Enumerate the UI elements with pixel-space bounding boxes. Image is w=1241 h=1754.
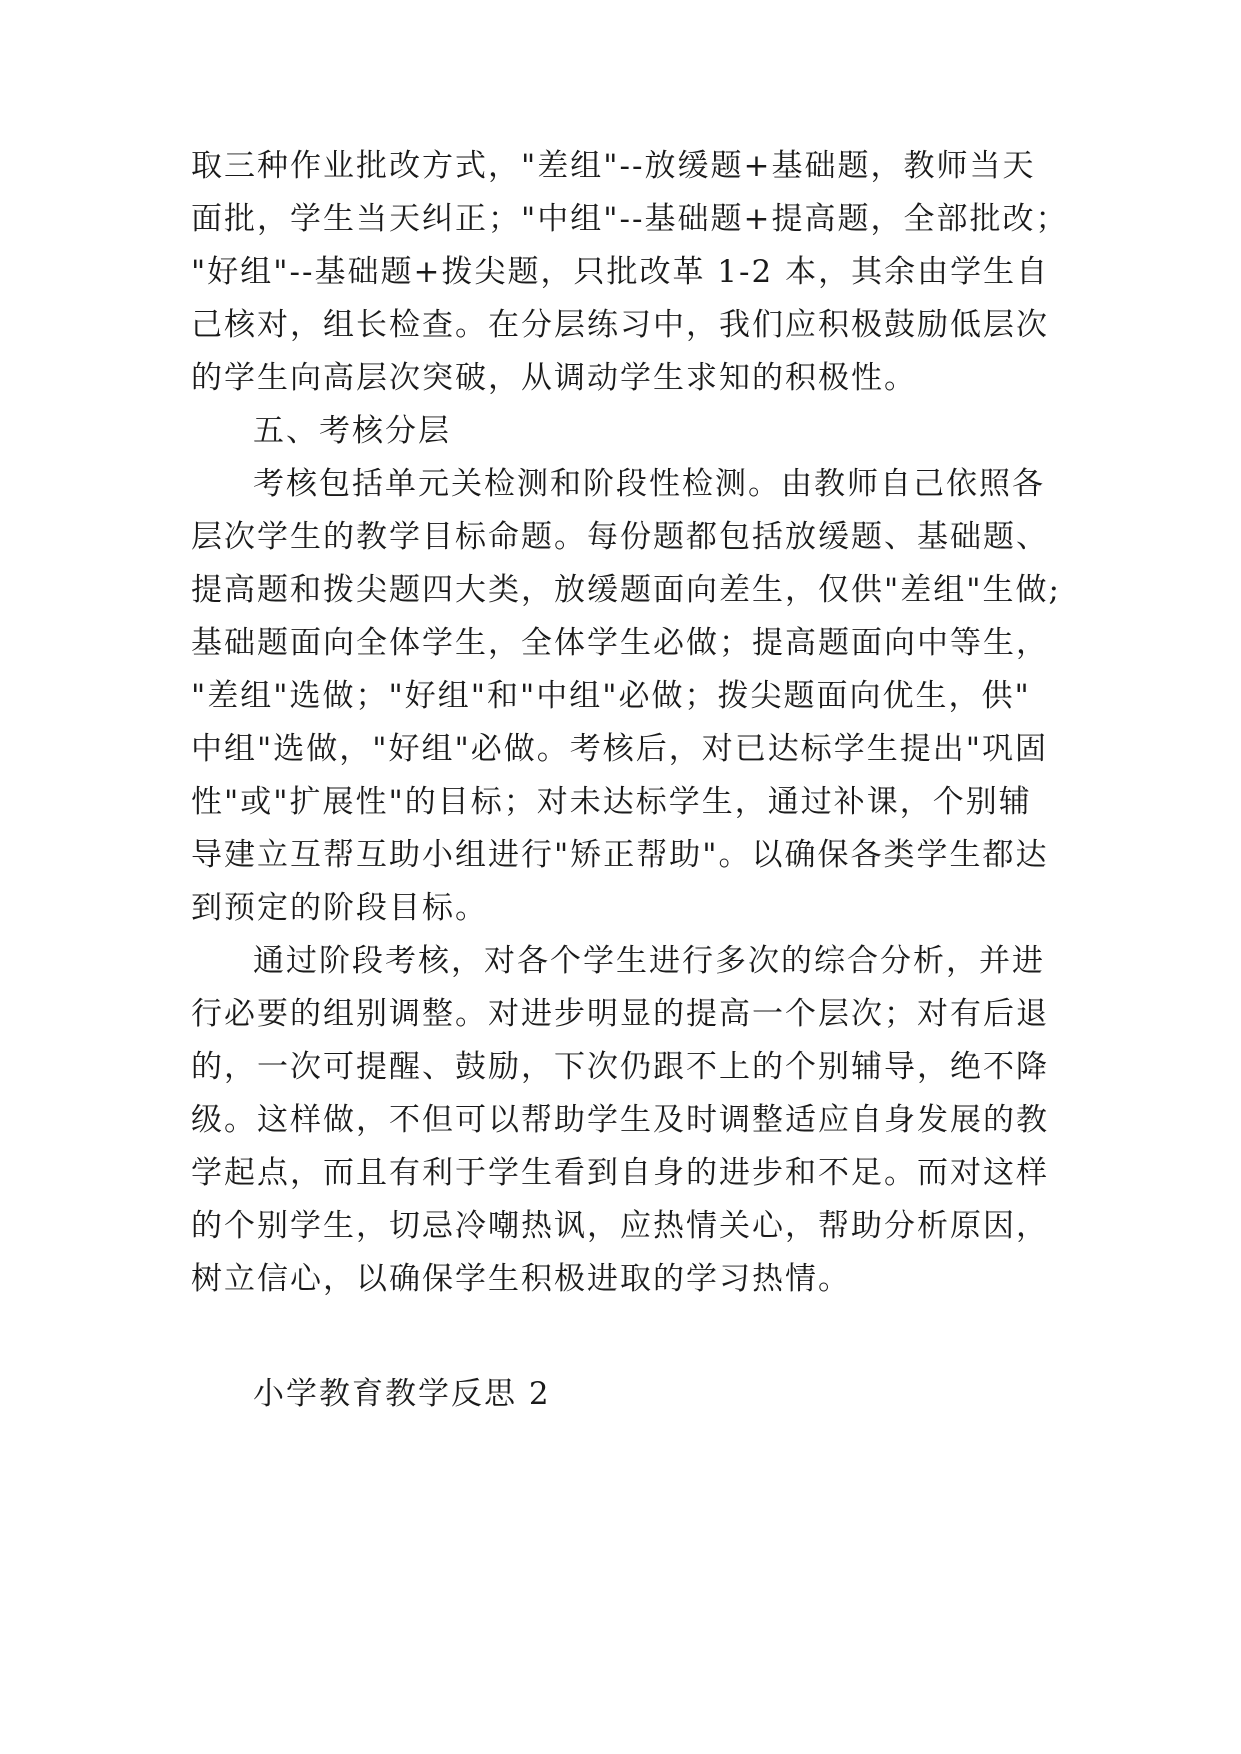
paragraph-line: 的学生向高层次突破，从调动学生求知的积极性。: [191, 360, 917, 396]
paragraph-line: 学起点，而且有利于学生看到自身的进步和不足。而对这样: [191, 1155, 1049, 1191]
paragraph-line: 中组"选做，"好组"必做。考核后，对已达标学生提出"巩固: [191, 731, 1049, 767]
paragraph-line: 层次学生的教学目标命题。每份题都包括放缓题、基础题、: [191, 519, 1049, 555]
paragraph-line: "差组"选做；"好组"和"中组"必做；拨尖题面向优生，供": [191, 678, 1031, 714]
article-title: 小学教育教学反思 2: [253, 1376, 551, 1412]
paragraph-line: 级。这样做，不但可以帮助学生及时调整适应自身发展的教: [191, 1102, 1049, 1138]
paragraph-line: 考核包括单元关检测和阶段性检测。由教师自己依照各: [253, 466, 1045, 502]
paragraph-line: 到预定的阶段目标。: [191, 890, 488, 926]
paragraph-line: 通过阶段考核，对各个学生进行多次的综合分析，并进: [253, 943, 1045, 979]
paragraph-line: 基础题面向全体学生，全体学生必做；提高题面向中等生，: [191, 625, 1049, 661]
paragraph-line: 性"或"扩展性"的目标；对未达标学生，通过补课，个别辅: [191, 784, 1032, 820]
section-heading: 五、考核分层: [253, 413, 451, 449]
paragraph-line: 己核对，组长检查。在分层练习中，我们应积极鼓励低层次: [191, 307, 1049, 343]
paragraph-line: 取三种作业批改方式，"差组"--放缓题+基础题，教师当天: [191, 148, 1036, 184]
paragraph-line: 行必要的组别调整。对进步明显的提高一个层次；对有后退: [191, 996, 1049, 1032]
paragraph-line: 的，一次可提醒、鼓励，下次仍跟不上的个别辅导，绝不降: [191, 1049, 1049, 1085]
paragraph-line: 导建立互帮互助小组进行"矫正帮助"。以确保各类学生都达: [191, 837, 1049, 873]
paragraph-line: 的个别学生，切忌冷嘲热讽，应热情关心，帮助分析原因，: [191, 1208, 1049, 1244]
paragraph-line: 面批，学生当天纠正；"中组"--基础题+提高题，全部批改；: [191, 201, 1069, 237]
paragraph-line: 提高题和拨尖题四大类，放缓题面向差生，仅供"差组"生做;: [191, 572, 1061, 608]
paragraph-line: "好组"--基础题+拨尖题，只批改革 1-2 本，其余由学生自: [191, 254, 1050, 290]
paragraph-line: 树立信心，以确保学生积极进取的学习热情。: [191, 1261, 851, 1297]
